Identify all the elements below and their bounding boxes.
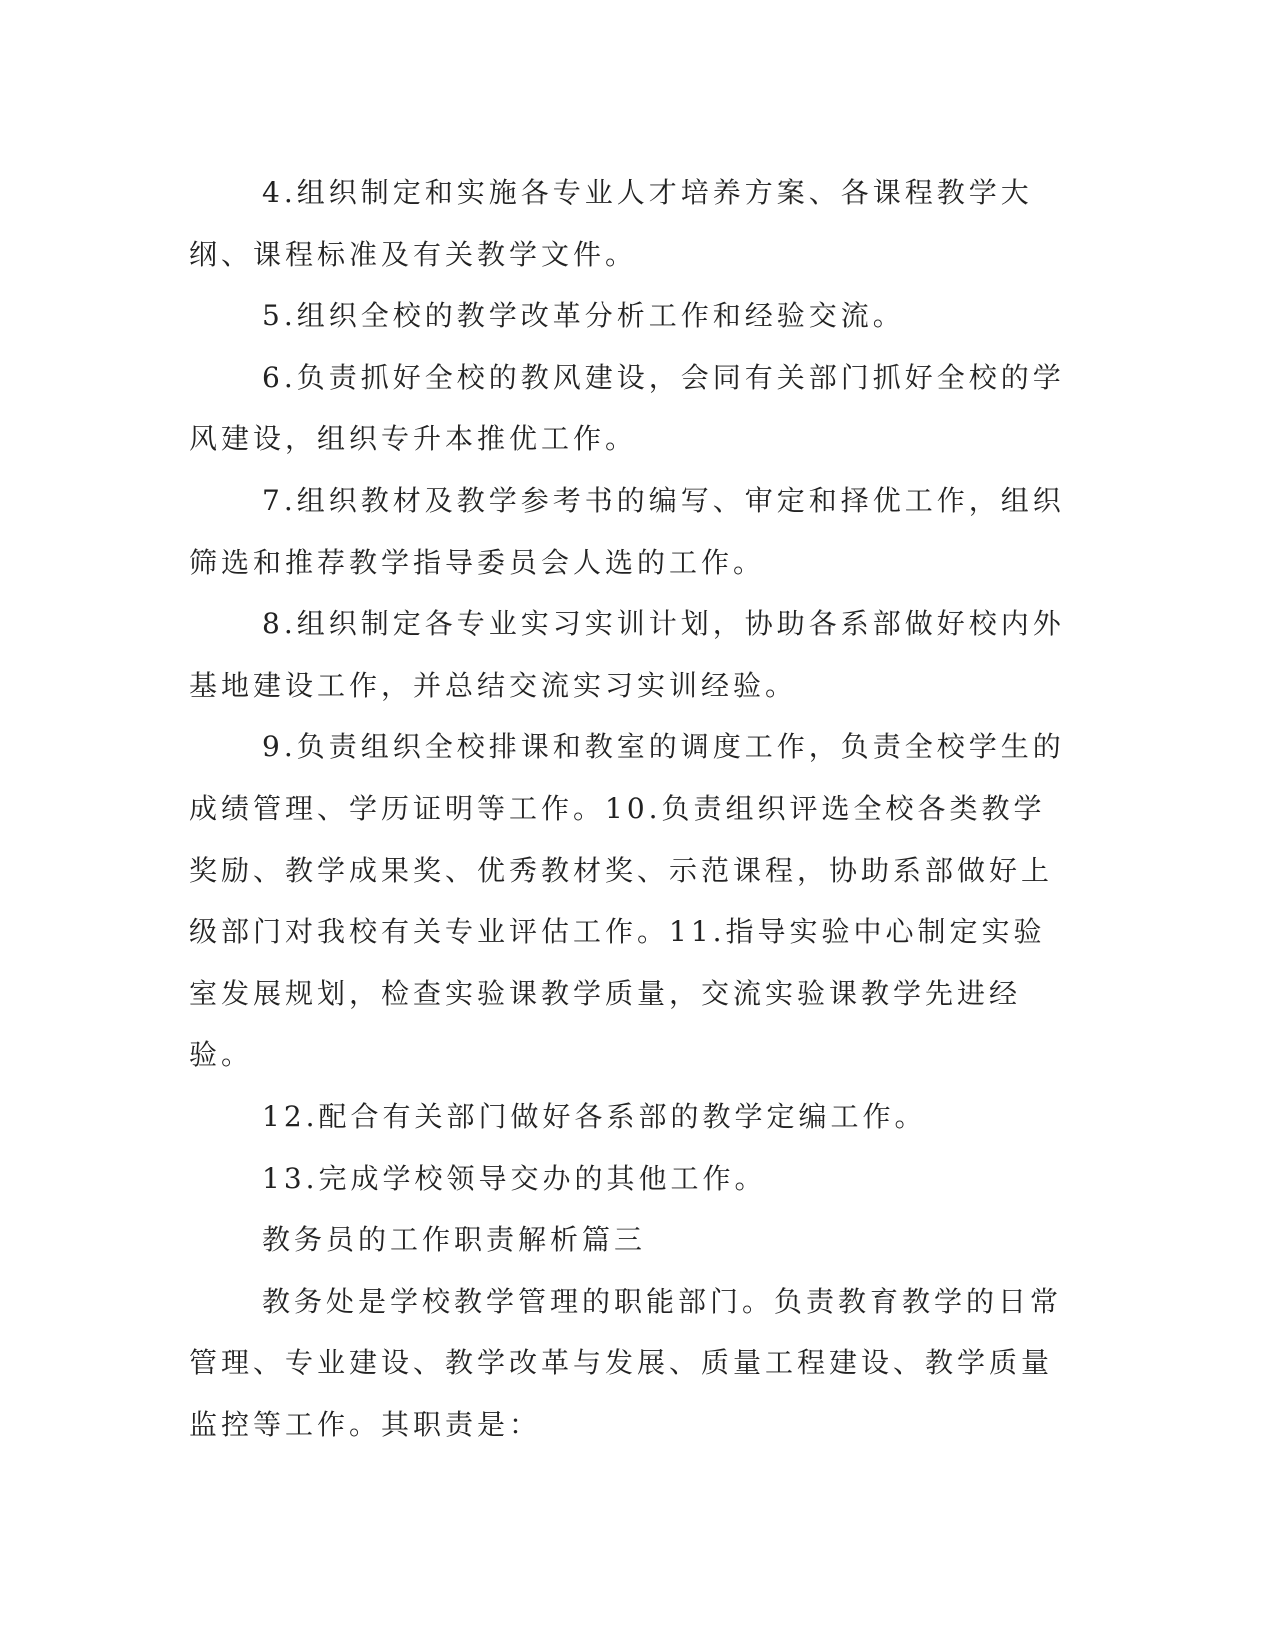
- paragraph-item-5: 5.组织全校的教学改革分析工作和经验交流。: [262, 299, 905, 333]
- paragraph-item-8: 8.组织制定各专业实习实训计划，协助各系部做好校内外基地建设工作，并总结交流实习实训经验。: [189, 607, 1065, 702]
- paragraph-item-6: 6.负责抓好全校的教风建设，会同有关部门抓好全校的学风建设，组织专升本推优工作。: [189, 360, 1065, 456]
- section-heading: 教务员的工作职责解析篇三: [262, 1223, 647, 1257]
- paragraph-item-12: 12.配合有关部门做好各系部的教学定编工作。: [262, 1099, 927, 1133]
- intro-paragraph: 教务处是学校教学管理的职能部门。负责教育教学的日常管理、专业建设、教学改革与发展、质量工程建设、教学质量监控等工作。其职责是：: [189, 1284, 1063, 1441]
- paragraph-item-13: 13.完成学校领导交办的其他工作。: [262, 1161, 767, 1195]
- paragraph-item-7: 7.组织教材及教学参考书的编写、审定和择优工作，组织筛选和推荐教学指导委员会人选的工作。: [189, 483, 1065, 579]
- paragraph-item-4: 4.组织制定和实施各专业人才培养方案、各课程教学大纲、课程标准及有关教学文件。: [189, 176, 1033, 271]
- document-body: [189, 162, 1069, 1455]
- paragraph-item-9-11: 9.负责组织全校排课和教室的调度工作，负责全校学生的成绩管理、学历证明等工作。10.负责组织评选全校各类教学奖励、教学成果奖、优秀教材奖、示范课程，协助系部做好上级部门对我校有关专业评估工作。11.指导实验中心制定实验室发展规划，检查实验课教学质量，交流实验课教学先进经验。: [189, 730, 1065, 1072]
